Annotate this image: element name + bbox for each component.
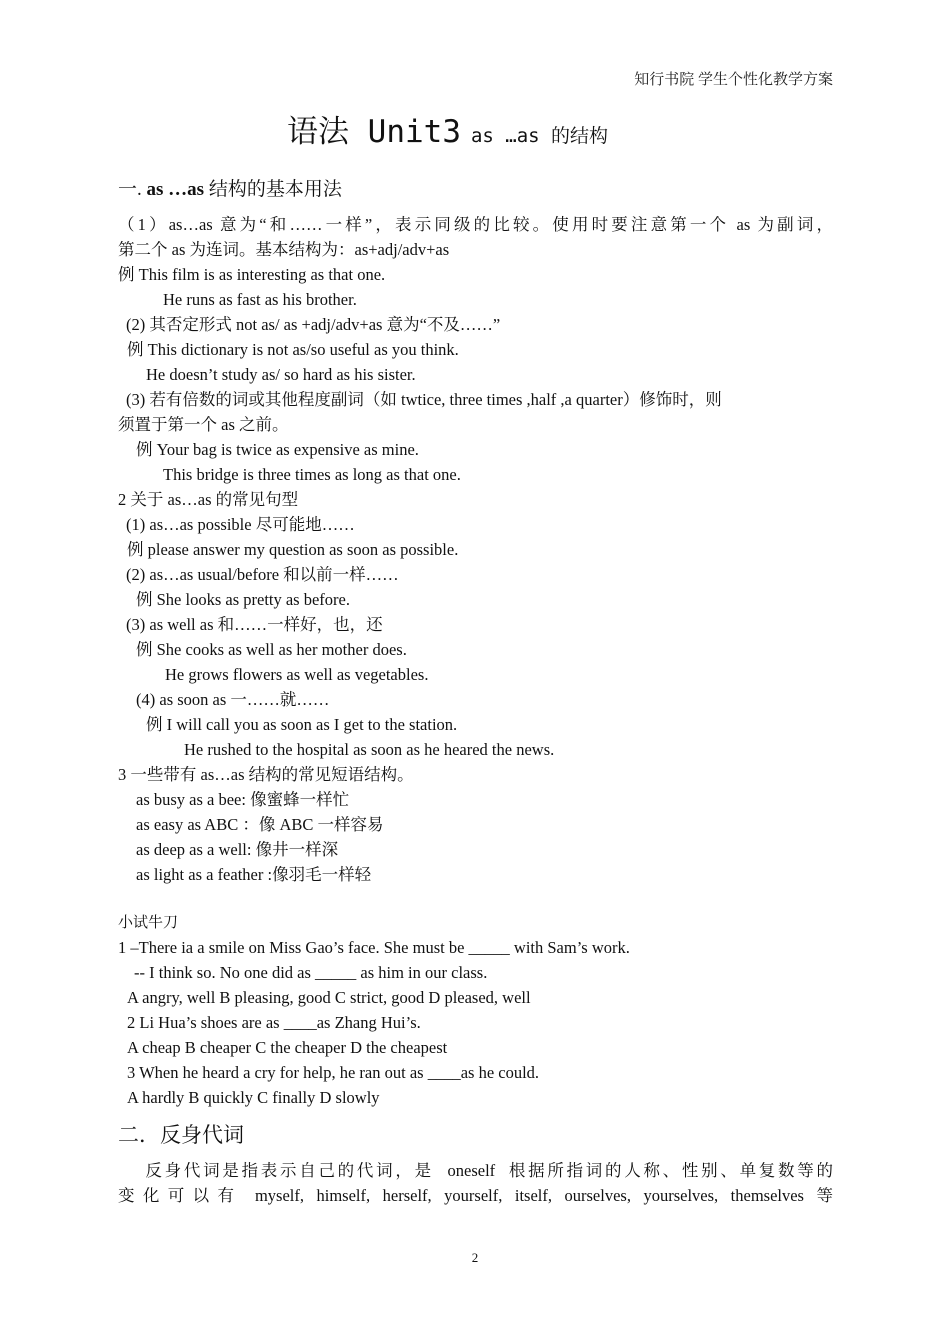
s2-item2: (2) as…as usual/before 和以前一样…… [126, 565, 399, 584]
s2-item3-example-a: 例 She cooks as well as her mother does. [136, 640, 407, 659]
section-1-heading-rest: 结构的基本用法 [204, 179, 342, 200]
page-header: 知行书院 学生个性化教学方案 [634, 72, 833, 88]
section-1-heading-prefix: 一. [118, 179, 147, 200]
quiz-q1-b: -- I think so. No one did as _____ as him in our class. [134, 963, 488, 982]
s3-heading: 3 一些带有 as…as 结构的常见短语结构。 [118, 765, 414, 784]
part-2-p-line1: 反身代词是指表示自己的代词，是 oneself 根据所指词的人称、性别、单复数等的 [118, 1161, 833, 1180]
part-2-heading: 二．反身代词 [118, 1123, 244, 1147]
quiz-heading: 小试牛刀 [118, 915, 179, 931]
title-main: 语法 Unit3 [287, 114, 461, 150]
s2-item1: (1) as…as possible 尽可能地…… [126, 515, 355, 534]
s1-p3-line1: (3) 若有倍数的词或其他程度副词（如 twtice, three times ,half ,a quarter）修饰时，则 [126, 390, 722, 409]
s3-phrase: as light as a feather :像羽毛一样轻 [136, 865, 372, 884]
s2-item4-example-a: 例 I will call you as soon as I get to the station. [146, 715, 458, 734]
page-title [287, 106, 608, 151]
page-number: 2 [471, 1250, 479, 1265]
quiz-q2: 2 Li Hua’s shoes are as ____as Zhang Hui’s. [127, 1013, 421, 1032]
s2-heading: 2 关于 as…as 的常见句型 [118, 490, 299, 509]
quiz-q3-options: A hardly B quickly C finally D slowly [127, 1088, 380, 1107]
s2-item2-example: 例 She looks as pretty as before. [136, 590, 350, 609]
quiz-q2-options: A cheap B cheaper C the cheaper D the cheapest [127, 1038, 448, 1057]
s3-phrase: as busy as a bee: 像蜜蜂一样忙 [136, 790, 350, 809]
s1-ex3-b: This bridge is three times as long as that one. [163, 465, 461, 484]
s2-item3-example-b: He grows flowers as well as vegetables. [165, 665, 429, 684]
s1-p3-line2: 须置于第一个 as 之前。 [118, 415, 289, 434]
s1-ex2-a: 例 This dictionary is not as/so useful as you think. [127, 340, 459, 359]
s2-item1-example: 例 please answer my question as soon as possible. [127, 540, 459, 559]
s2-item4-example-b: He rushed to the hospital as soon as he heared the news. [184, 740, 555, 759]
part-2-p-line2: 变化可以有 myself, himself, herself, yourself, itself, ourselves, yourselves, themselves 等 [118, 1186, 833, 1205]
section-1-heading-bold: as …as [146, 179, 205, 200]
s1-ex1-b: He runs as fast as his brother. [163, 290, 357, 309]
quiz-q3: 3 When he heard a cry for help, he ran out as ____as he could. [127, 1063, 540, 1082]
s2-item4: (4) as soon as 一……就…… [136, 690, 330, 709]
s1-p2: (2) 其否定形式 not as/ as +adj/adv+as 意为“不及……” [126, 315, 501, 334]
s1-ex2-b: He doesn’t study as/ so hard as his sister. [146, 365, 416, 384]
s1-p1-line1: （1）as…as 意为“和……一样”，表示同级的比较。使用时要注意第一个 as 为副词， [118, 215, 833, 234]
s3-phrase: as deep as a well: 像井一样深 [136, 840, 339, 859]
s1-ex3-a: 例 Your bag is twice as expensive as mine. [136, 440, 419, 459]
quiz-q1-options: A angry, well B pleasing, good C strict, good D pleased, well [127, 988, 531, 1007]
quiz-q1-a: 1 –There ia a smile on Miss Gao’s face. She must be _____ with Sam’s work. [118, 938, 630, 957]
s1-ex1-a: 例 This film is as interesting as that one. [118, 265, 386, 284]
section-1-heading [118, 174, 342, 201]
s3-phrase: as easy as ABC ：像 ABC 一样容易 [136, 815, 384, 834]
s2-item3: (3) as well as 和……一样好，也，还 [126, 615, 383, 634]
title-sub: as …as 的结构 [470, 125, 609, 147]
s1-p1-line2: 第二个 as 为连词。基本结构为：as+adj/adv+as [118, 240, 450, 259]
